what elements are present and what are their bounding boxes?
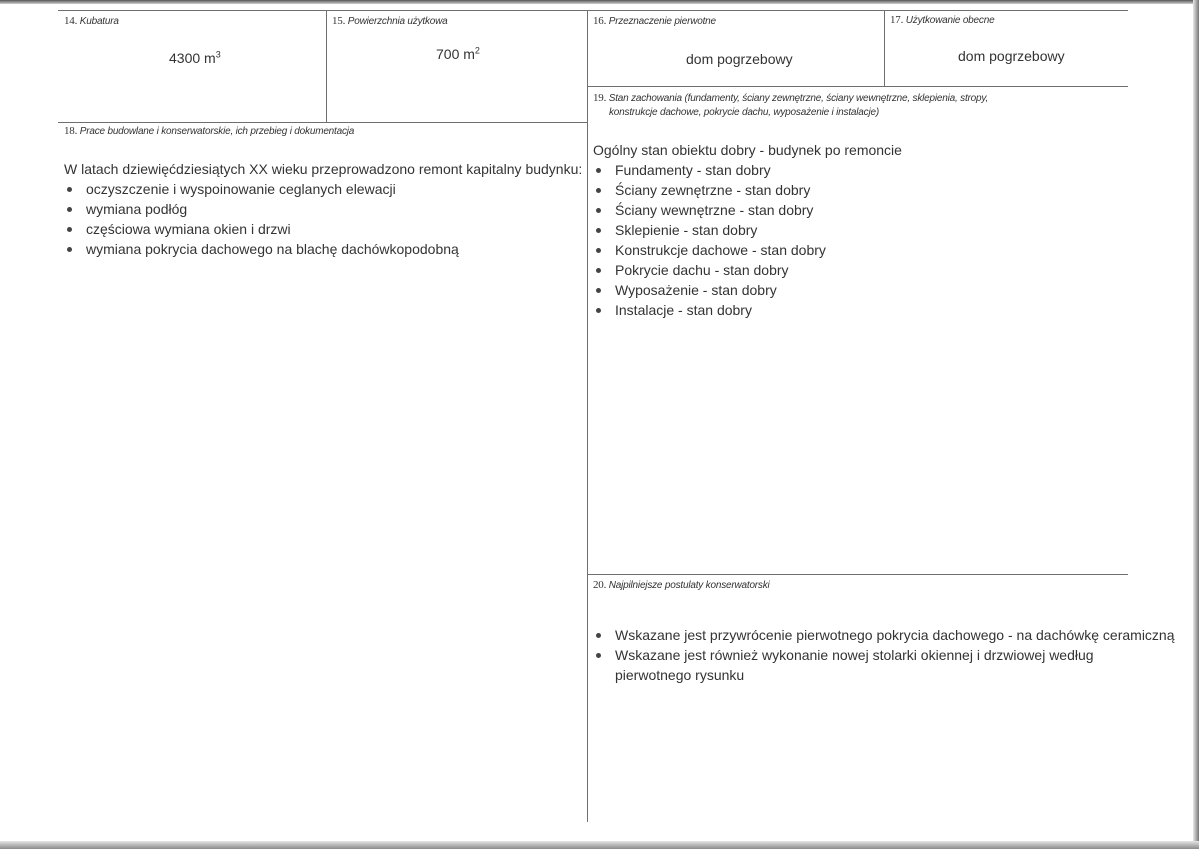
- przeznaczenie-label: [593, 15, 716, 27]
- list-item: Wskazane jest przywrócenie pierwotnego pokrycia dachowego - na dachówkę ceramiczną: [593, 625, 1133, 645]
- rule-under-14-15: [58, 122, 587, 123]
- uzytkowanie-label-text: Użytkowanie obecne: [905, 15, 995, 26]
- section18-intro: W latach dziewięćdziesiątych XX wieku przeprowadzono remont kapitalny budynku:: [64, 161, 583, 177]
- section18-number: 18.: [64, 125, 78, 137]
- kubatura-number: 14.: [64, 15, 78, 27]
- section20-label-text: Najpilniejsze postulaty konserwatorski: [608, 580, 770, 591]
- section18-label-text: Prace budowlane i konserwatorskie, ich przebieg i dokumentacja: [79, 126, 355, 137]
- kubatura-unit-sup: 3: [215, 49, 221, 60]
- list-item: Fundamenty - stan dobry: [593, 160, 1123, 180]
- powierzchnia-label-text: Powierzchnia użytkowa: [347, 16, 448, 27]
- section20-body: [593, 625, 1175, 685]
- section18-body: [64, 159, 584, 259]
- uzytkowanie-label: [890, 14, 994, 26]
- rule-top: [58, 10, 1128, 11]
- rule-center: [587, 10, 588, 822]
- list-item: Instalacje - stan dobry: [593, 300, 1123, 320]
- powierzchnia-unit-sup: 2: [474, 45, 480, 56]
- section19-label: [593, 91, 988, 120]
- list-item: Ściany wewnętrzne - stan dobry: [593, 200, 1123, 220]
- list-item: wymiana podłóg: [64, 199, 584, 219]
- section19-intro: Ogólny stan obiektu dobry - budynek po remoncie: [593, 142, 902, 158]
- scan-edge-right: [1193, 0, 1199, 849]
- scan-edge-top: [0, 0, 1199, 4]
- rule-divider-14-15: [326, 10, 327, 122]
- list-item: Ściany zewnętrzne - stan dobry: [593, 180, 1123, 200]
- kubatura-value-text: 4300 m: [169, 50, 216, 66]
- scan-edge-bottom: [0, 841, 1199, 849]
- kubatura-label: [64, 15, 119, 27]
- section19-list: [593, 160, 1123, 320]
- kubatura-value: [169, 50, 221, 66]
- list-item: Wyposażenie - stan dobry: [593, 280, 1123, 300]
- kubatura-label-text: Kubatura: [79, 16, 119, 27]
- section20-list: [593, 625, 1175, 685]
- section20-label: [593, 579, 770, 591]
- list-item: wymiana pokrycia dachowego na blachę dachówkopodobną: [64, 239, 584, 259]
- list-item: Wskazane jest również wykonanie nowej stolarki okiennej i drzwiowej według pierwotnego rysunku: [593, 645, 1133, 685]
- powierzchnia-number: 15.: [332, 15, 346, 27]
- list-item: częściowa wymiana okien i drzwi: [64, 219, 584, 239]
- section20-number: 20.: [593, 579, 607, 591]
- przeznaczenie-label-text: Przeznaczenie pierwotne: [608, 16, 716, 27]
- section18-list: [64, 179, 584, 259]
- rule-above-20: [587, 574, 1128, 575]
- przeznaczenie-number: 16.: [593, 15, 607, 27]
- uzytkowanie-number: 17.: [890, 14, 904, 26]
- section19-body: [593, 140, 1123, 320]
- list-item: Konstrukcje dachowe - stan dobry: [593, 240, 1123, 260]
- section18-label: [64, 125, 354, 137]
- section19-label-line2: konstrukcje dachowe, pokrycie dachu, wyposażenie i instalacje): [609, 107, 879, 118]
- powierzchnia-value: [436, 46, 480, 62]
- powierzchnia-value-text: 700 m: [436, 46, 475, 62]
- list-item: oczyszczenie i wyspoinowanie ceglanych elewacji: [64, 179, 584, 199]
- list-item: Pokrycie dachu - stan dobry: [593, 260, 1123, 280]
- rule-under-16-17: [587, 86, 1128, 87]
- rule-divider-16-17: [884, 10, 885, 86]
- przeznaczenie-value: dom pogrzebowy: [686, 51, 793, 67]
- section19-label-line1: Stan zachowania (fundamenty, ściany zewnętrzne, ściany wewnętrzne, sklepienia, stropy,: [608, 93, 989, 104]
- uzytkowanie-value: dom pogrzebowy: [958, 48, 1065, 64]
- powierzchnia-label: [332, 15, 448, 27]
- section19-number: 19.: [593, 92, 607, 104]
- list-item: Sklepienie - stan dobry: [593, 220, 1123, 240]
